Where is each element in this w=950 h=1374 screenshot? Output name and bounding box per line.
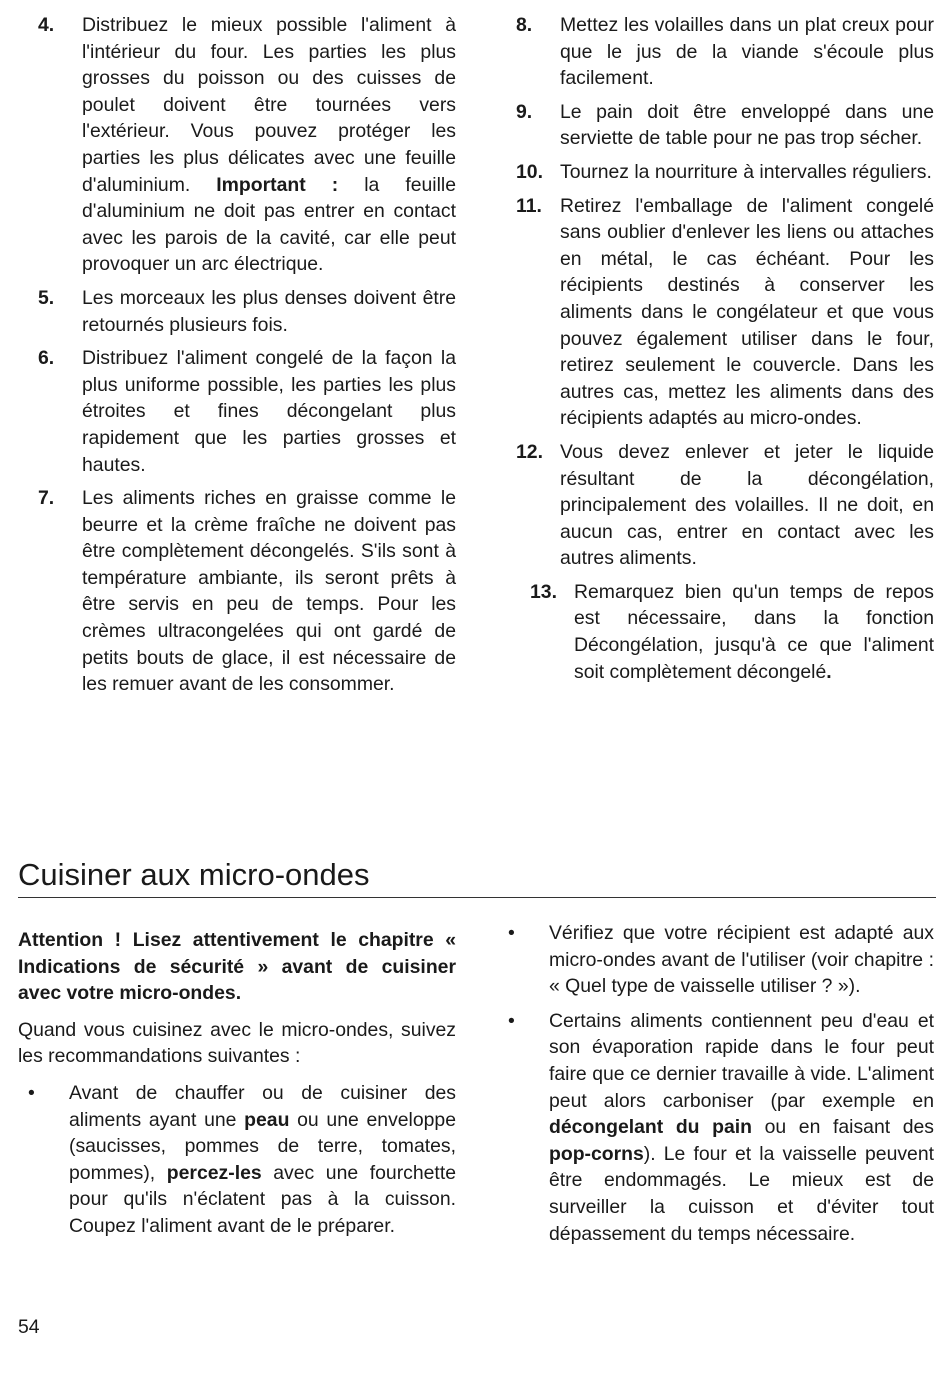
text-run: Retirez l'emballage de l'aliment congelé sans oublier d'enlever les liens ou attaches en métal, le cas échéant. Pour les récipients destinés à conserver les aliments dans le congélateur et que vous pouvez également utiliser dans le four, retirez seulement le couvercle. Dans les autres cas, mettez les aliments dans des récipients adaptés au micro-ondes. (560, 194, 934, 430)
bullet-item (18, 1080, 456, 1240)
attention-note: Attention ! Lisez attentivement le chapitre « Indications de sécurité » avant de cuisiner avec votre micro-ondes. (18, 929, 456, 1005)
left-numbered-list (38, 12, 456, 705)
text-run: ou une enveloppe (saucisses, pommes de terre, tomates, pommes), (69, 1108, 456, 1184)
item-number: 10. (516, 160, 543, 183)
text-run: Certains aliments contiennent peu d'eau et son évaporation rapide dans le four peut faire que ce dernier travaille à vide. L'aliment peut alors carboniser (par exemple en (549, 1009, 934, 1112)
text-run: Avant de chauffer ou de cuisiner des aliments ayant une (69, 1081, 456, 1131)
text-run: Distribuez le mieux possible l'aliment à l'intérieur du four. Les parties les plus grosses du poisson ou des cuisses de poulet doivent être tournées vers l'extérieur. Vous pouvez protéger les parties les plus délicates avec une feuille d'aluminium. (82, 14, 456, 196)
bullet-icon: • (28, 1081, 35, 1104)
list-item (38, 345, 456, 478)
list-item (516, 159, 934, 186)
bullet-icon: • (508, 1009, 515, 1032)
section-title: Cuisiner aux micro-ondes (18, 855, 936, 898)
list-item (38, 12, 456, 278)
left-bullet-list (18, 1080, 456, 1240)
item-number: 5. (38, 286, 55, 309)
list-item (38, 285, 456, 338)
text-run: ou en faisant des (752, 1116, 934, 1139)
text-run: Distribuez l'aliment congelé de la façon la plus uniforme possible, les parties les plus étroites et fines décongelant plus rapidement que les parties grosses et hautes. (82, 347, 456, 476)
page-number: 54 (18, 1316, 40, 1338)
item-number: 9. (516, 100, 533, 123)
bullet-item (498, 1008, 934, 1247)
bottom-right-column (498, 920, 934, 1255)
text-run: Remarquez bien qu'un temps de repos est nécessaire, dans la fonction Décongélation, jusqu'à ce que l'aliment soit complètement décongelé (574, 580, 934, 683)
list-item (516, 439, 934, 572)
item-number: 8. (516, 14, 533, 36)
text-run: Mettez les volailles dans un plat creux pour que le jus de la viande s'écoule plus facilement. (560, 14, 934, 90)
text-run: Le pain doit être enveloppé dans une serviette de table pour ne pas trop sécher. (560, 100, 934, 150)
list-item (530, 579, 934, 685)
text-run: Vérifiez que votre récipient est adapté aux micro-ondes avant de l'utiliser (voir chapitre : « Quel type de vaisselle utiliser ? »). (549, 922, 934, 998)
item-number: 11. (516, 194, 542, 217)
list-item (38, 485, 456, 698)
bold-text: . (826, 660, 832, 683)
bold-text: peau (244, 1108, 290, 1131)
text-run: ). Le four et la vaisselle peuvent être endommagés. Le mieux est de surveiller la cuisson et d'éviter tout dépassement du temps nécessaire. (549, 1142, 934, 1245)
item-number: 6. (38, 347, 55, 370)
item-number: 13. (530, 580, 557, 603)
bold-text: percez-les (166, 1161, 262, 1184)
text-run: Vous devez enlever et jeter le liquide résultant de la décongélation, principalement des volailles. Il ne doit, en aucun cas, entrer en contact avec les autres aliments. (560, 440, 934, 570)
text-run: Tournez la nourriture à intervalles réguliers. (560, 160, 932, 183)
list-item (516, 193, 934, 432)
text-run: Les aliments riches en graisse comme le beurre et la crème fraîche ne doivent pas être complètement décongelés. S'ils sont à température ambiante, ils seront prêts à être servis en peu de temps. Pour les crèmes ultracongelées qui ont gardé de petits bouts de glace, il est nécessaire de les remuer avant de les consommer. (82, 487, 456, 696)
item-number: 7. (38, 487, 55, 510)
list-item (516, 12, 934, 92)
intro-paragraph: Quand vous cuisinez avec le micro-ondes, suivez les recommandations suivantes : (18, 1018, 456, 1068)
bold-text: décongelant du pain (549, 1116, 752, 1139)
text-run: avec une fourchette pour qu'ils n'éclatent pas à la cuisson. Coupez l'aliment avant de le préparer. (69, 1161, 456, 1237)
bullet-icon: • (508, 922, 515, 944)
list-item (516, 99, 934, 152)
text-run: la feuille d'aluminium ne doit pas entrer en contact avec les parois de la cavité, car elle peut provoquer un arc électrique. (82, 173, 456, 276)
bottom-left-column (18, 927, 456, 1248)
bold-text: pop-corns (549, 1142, 644, 1165)
right-numbered-list (516, 12, 934, 692)
right-bullet-list (498, 920, 934, 1247)
item-number: 12. (516, 440, 543, 463)
bold-text: Important : (216, 173, 339, 196)
item-number: 4. (38, 14, 55, 36)
bullet-item (498, 920, 934, 1000)
text-run: Les morceaux les plus denses doivent être retournés plusieurs fois. (82, 286, 456, 336)
